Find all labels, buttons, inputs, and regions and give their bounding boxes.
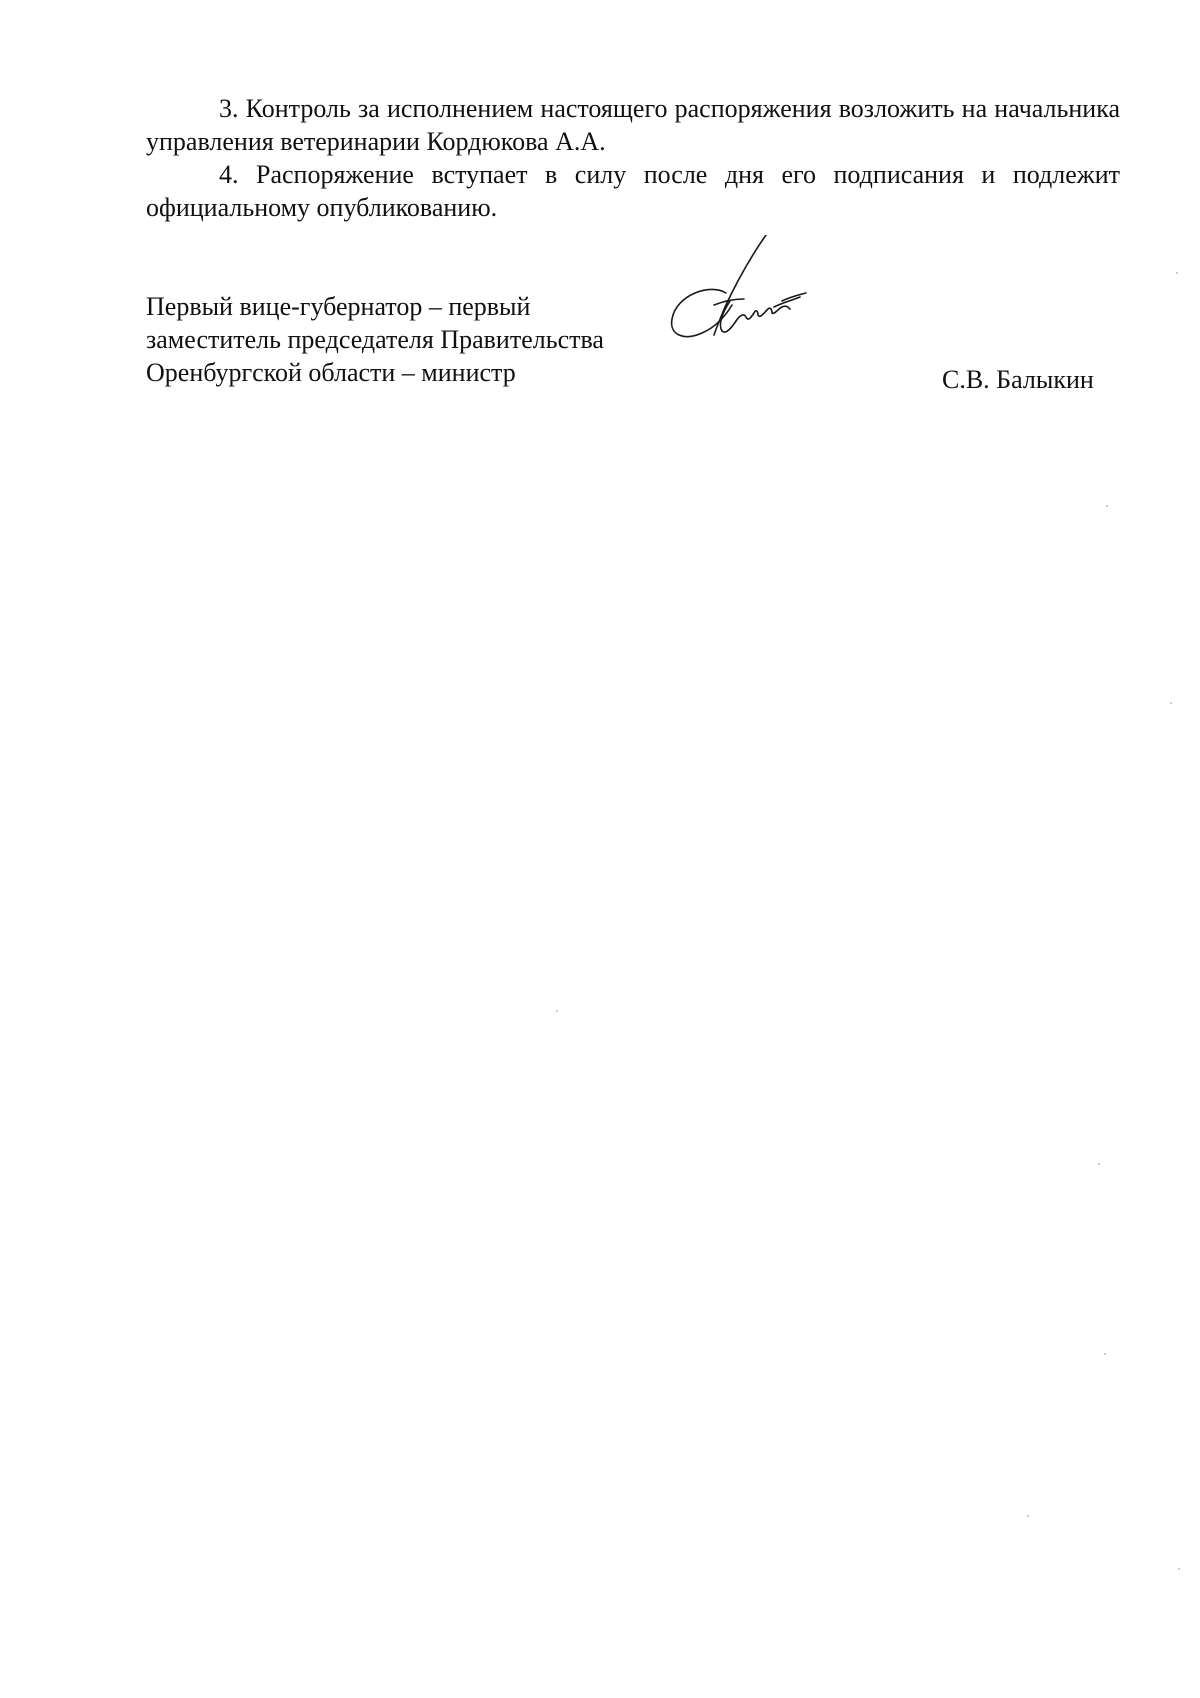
paragraph-text: Распоряжение вступает в силу после дня его подписания и подлежит официальному опубликованию. [146,160,1121,222]
paragraph-4 [146,158,1120,224]
scan-speck [1027,1515,1029,1517]
signatory-title-line: Первый вице-губернатор – первый [146,292,531,321]
signatory-title [146,290,666,389]
signer-name: С.В. Балыкин [942,365,1094,394]
signatory-title-line: заместитель председателя Правительства [146,325,604,354]
scan-speck [1104,1353,1106,1355]
scan-speck [1098,1163,1100,1165]
document-body [146,92,1120,224]
scan-speck [1170,702,1172,704]
signatory-title-line: Оренбургской области – министр [146,358,516,387]
scan-speck [1176,272,1178,274]
handwritten-signature-icon [670,235,870,370]
scan-speck [1178,1568,1180,1570]
paragraph-text: Контроль за исполнением настоящего распоряжения возложить на начальника управления ветеринарии Кордюкова А.А. [146,94,1120,156]
scan-speck [1106,505,1108,507]
paragraph-3 [146,92,1120,158]
scan-speck [556,1010,558,1012]
paragraph-number: 3. [219,94,239,123]
paragraph-number: 4. [219,160,239,189]
